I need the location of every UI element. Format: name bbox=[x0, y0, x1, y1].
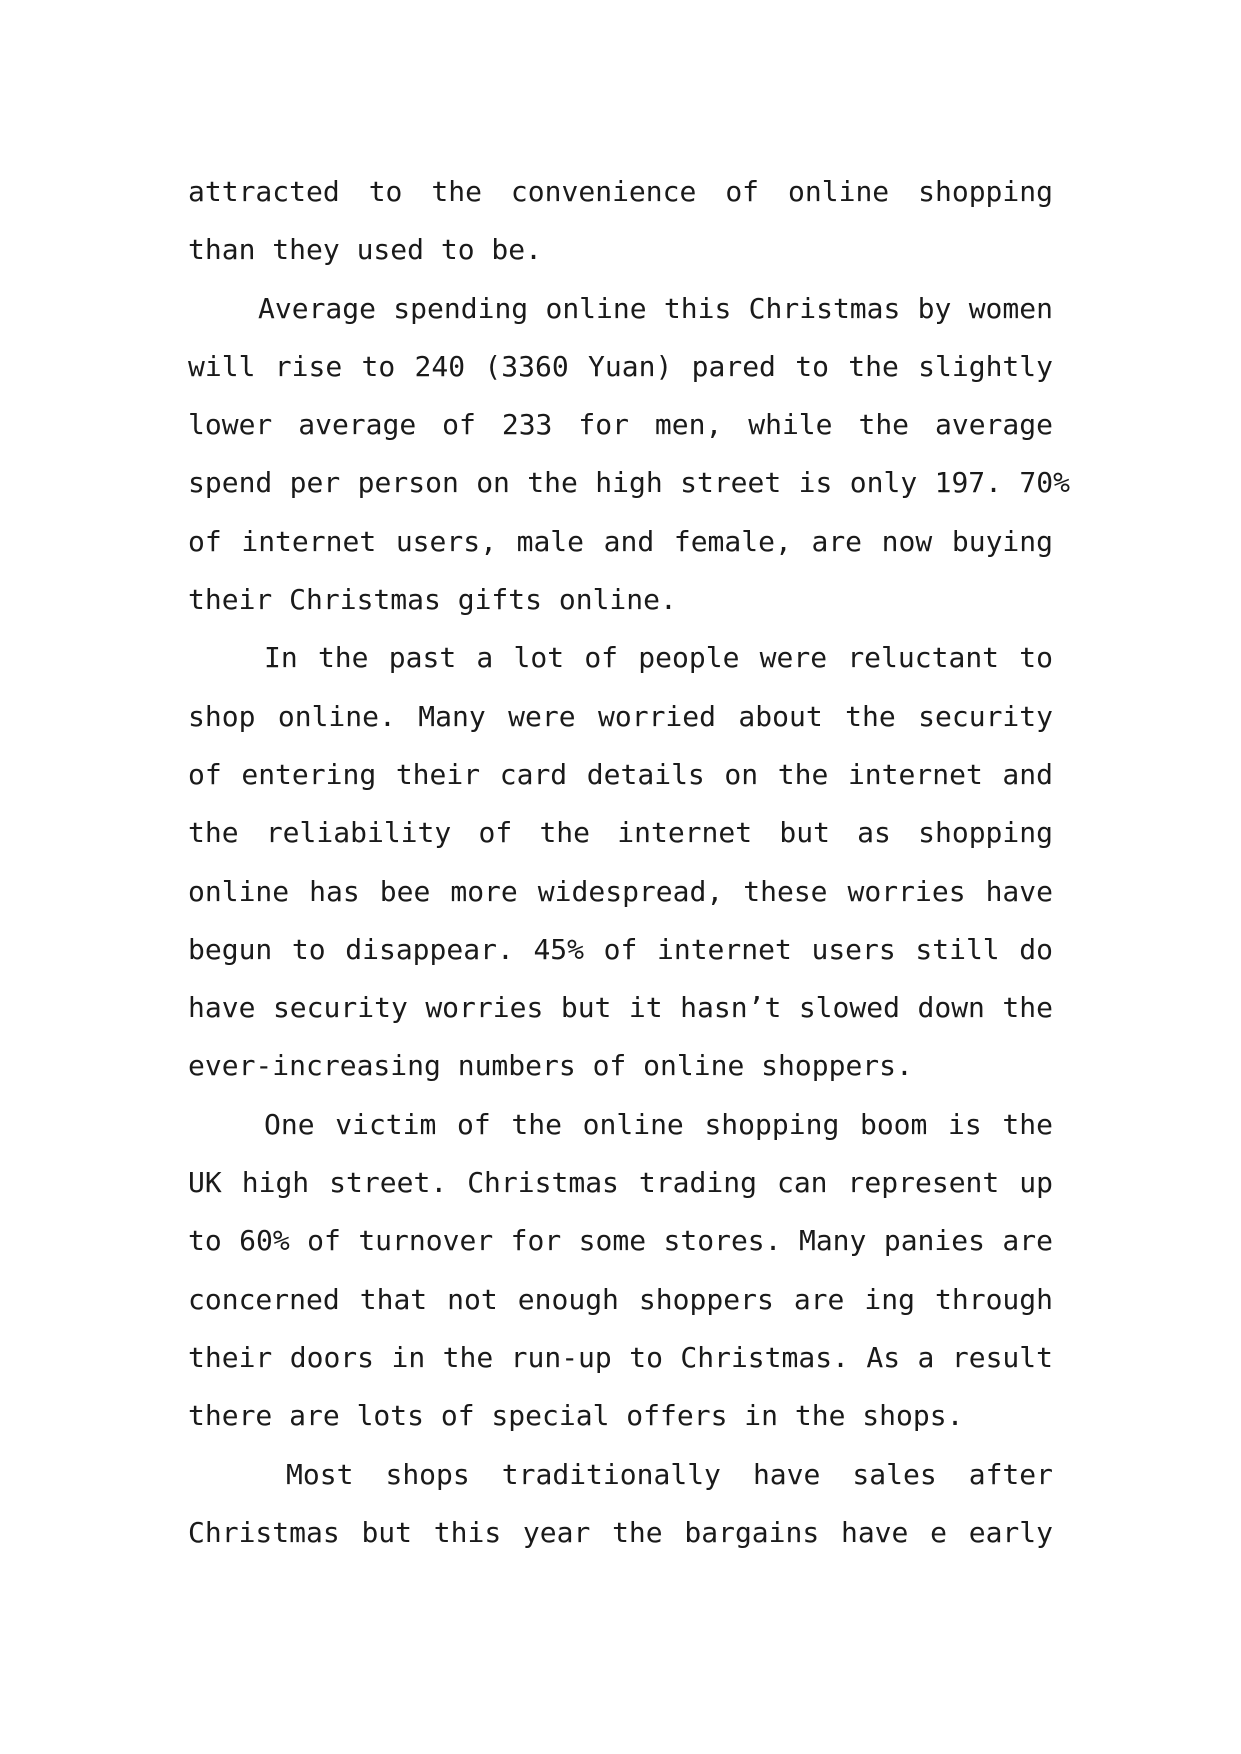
paragraph bbox=[188, 163, 1053, 280]
text-line: their doors in the run-up to Christmas. As a result bbox=[188, 1340, 1053, 1374]
paragraph bbox=[188, 1446, 1053, 1563]
text-line: of entering their card details on the internet and bbox=[188, 757, 1053, 791]
text-line: than they used to be. bbox=[188, 233, 543, 267]
text-line: online has bee more widespread, these worries have bbox=[188, 874, 1053, 908]
text-line: Christmas but this year the bargains have e early bbox=[188, 1515, 1053, 1549]
text-line: lower average of 233 for men, while the average bbox=[188, 408, 1053, 442]
paragraph bbox=[188, 1096, 1053, 1446]
text-line: of internet users, male and female, are now buying bbox=[188, 524, 1053, 558]
text-line: Average spending online this Christmas by women bbox=[258, 291, 1053, 325]
text-line: have security worries but it hasn’t slowed down the bbox=[188, 991, 1053, 1025]
text-line: there are lots of special offers in the shops. bbox=[188, 1399, 964, 1433]
body-text bbox=[188, 163, 1070, 1562]
text-line: shop online. Many were worried about the security bbox=[188, 699, 1053, 733]
text-line: attracted to the convenience of online shopping bbox=[188, 175, 1053, 208]
text-line: One victim of the online shopping boom is the bbox=[264, 1107, 1053, 1141]
text-line: concerned that not enough shoppers are ing through bbox=[188, 1282, 1053, 1316]
paragraph bbox=[188, 280, 1070, 630]
text-line: ever-increasing numbers of online shoppers. bbox=[188, 1049, 913, 1083]
paragraph bbox=[188, 629, 1053, 1095]
text-line: the reliability of the internet but as shopping bbox=[188, 816, 1053, 850]
text-line: In the past a lot of people were reluctant to bbox=[264, 641, 1053, 675]
text-line: Most shops traditionally have sales after bbox=[286, 1457, 1053, 1491]
text-line: begun to disappear. 45% of internet users still do bbox=[188, 932, 1053, 966]
text-line: UK high street. Christmas trading can represent up bbox=[188, 1166, 1053, 1200]
text-line: to 60% of turnover for some stores. Many panies are bbox=[188, 1224, 1053, 1258]
text-line: their Christmas gifts online. bbox=[188, 583, 677, 617]
text-line: spend per person on the high street is only 197. 70% bbox=[188, 466, 1070, 500]
text-line: will rise to 240 (3360 Yuan) pared to the slightly bbox=[188, 349, 1053, 383]
